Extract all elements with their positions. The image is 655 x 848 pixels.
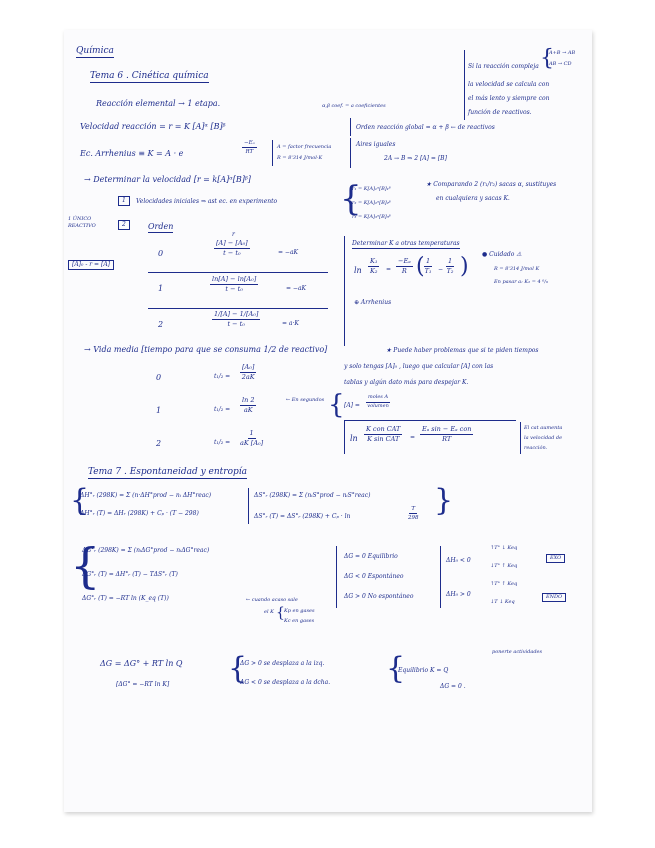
arrhenius-exponent: $\frac{\text{−Eₐ}}{RT}$	[244, 140, 255, 156]
order-1: 1	[158, 284, 164, 293]
dg-rt-lnq: ΔG = ΔG° + RT ln Q	[100, 659, 183, 668]
order-0-rhs: = −aK	[278, 249, 299, 256]
endo-label: ENDO	[542, 593, 566, 602]
step-number-2: 2	[118, 220, 130, 230]
orden-row-divider-2	[148, 308, 328, 309]
orden-global: Orden reacción global = α + β ← de reactivos	[356, 124, 495, 131]
endo-bottom: ↓T ↓ Keq	[490, 599, 515, 605]
orden-header: Orden	[148, 222, 174, 231]
vm-1-lhs: t₁/₂ =	[214, 406, 231, 413]
order-1-rhs: = −aK	[286, 285, 307, 292]
paren-close: )	[460, 254, 469, 279]
side-note-line3: el más lento y siempre con	[468, 95, 550, 102]
vm-0-fraction: $\frac{\text{[A₀]}}{2aK}$	[241, 363, 255, 382]
vm-order-1: 1	[156, 406, 162, 415]
paren-open: (	[416, 254, 425, 279]
actividades-note: ponerte actividades	[492, 649, 543, 655]
dh-298: ΔH°ᵣ (298K) = Σ (n·ΔH°prod − nᵢ ΔH°reac)	[80, 492, 212, 499]
aires-rule	[350, 138, 351, 168]
vm-order-0: 0	[156, 373, 162, 382]
coef-note: α,β coef. = a coeficientes	[322, 103, 386, 109]
determinar-velocidad: → Determinar la velocidad [r = k[A]ᵅ[B]ᵝ]	[84, 175, 251, 184]
aires-iguales: Aires iguales	[356, 141, 396, 148]
dg-negative: ΔG < 0 Espontáneo	[344, 573, 404, 580]
unico-reactivo-label: 1 ÚNICO REACTIVO	[68, 216, 96, 229]
cuando-k: el K	[264, 609, 274, 615]
cuidado-conversion: En pasar a: K₂ = 4 ⁰/₉	[494, 279, 548, 285]
dg-298: ΔG°ᵣ (298K) = Σ (nᵢΔG°prod − nᵢΔG°reac)	[82, 547, 210, 554]
rate-3: r₃ = K[A]₃ᵅ[B]₃ᵝ	[352, 214, 391, 220]
arrhenius-note-a: A = factor frecuencia	[277, 144, 332, 150]
cat-note-1: El cat aumenta	[524, 425, 563, 431]
rate-2: r₂ = K[A]₂ᵅ[B]₂ᵝ	[352, 200, 391, 206]
entropy-brace-close: }	[434, 483, 454, 518]
inv-t1: $\frac{1}{\text{T₁}}$	[424, 257, 432, 276]
vm-1-fraction: $\frac{\ln 2}{aK}$	[242, 396, 255, 415]
order-2-fraction: $\frac{\text{1/[A] − 1/[A₀]}}{\text{t − t₀}}$	[214, 310, 259, 329]
dh-positive: ΔH₀ > 0	[446, 591, 471, 598]
velocidad-reaccion: Velocidad reacción = r = K [A]ᵅ [B]ᵝ	[80, 122, 226, 131]
cat-energy-fraction: Eₐ sin − Eₐ con RT	[422, 425, 472, 444]
vm-order-2: 2	[156, 439, 162, 448]
a-box-fraction: moles A volumen	[367, 394, 389, 409]
dg-t: ΔG°ᵣ (T) = ΔH°ᵣ (T) − TΔS°ᵣ (T)	[82, 571, 178, 578]
dg0-rtlnk-box: [ΔG° = −RT ln K]	[116, 681, 170, 688]
cat-ln-label: ln	[350, 434, 358, 443]
dg-positive: ΔG > 0 No espontáneo	[344, 593, 414, 600]
shift-brace: {	[228, 651, 248, 686]
cuidado-warning: ● Cuidado ⚠	[482, 251, 522, 258]
a-box-lhs: [A] =	[344, 402, 360, 409]
side-note-line4: función de reactivos.	[468, 109, 532, 116]
rates-brace: {	[340, 179, 362, 219]
gibbs-brace: {	[70, 538, 101, 594]
arrhenius-note-r: R = 8'314 J/mol·K	[277, 155, 323, 161]
kp-kc-brace: {	[276, 605, 285, 621]
comparando-note-2: en cualquiera y sacas K.	[436, 195, 510, 202]
side-note-reaction1: A+B → AB	[549, 50, 576, 56]
equilibrium-dg-zero: ΔG = 0 .	[440, 683, 466, 690]
endo-top: ↑T° ↑ Keq	[490, 581, 518, 587]
cat-note-2: la velocidad de	[524, 435, 563, 441]
order-0: 0	[158, 249, 164, 258]
orden-row-divider-1	[148, 272, 328, 273]
dh-negative: ΔH₀ < 0	[446, 557, 471, 564]
reaccion-elemental: Reacción elemental → 1 etapa.	[96, 99, 221, 108]
integrated-law: [A]₀ - r = [A]	[68, 260, 114, 270]
vm-0-lhs: t₁/₂ =	[214, 373, 231, 380]
side-note-line2: la velocidad se calcula con	[468, 81, 550, 88]
exo-bottom: ↓T° ↑ Keq	[490, 563, 518, 569]
a-box-brace: {	[328, 390, 345, 420]
arrhenius-rule	[272, 140, 273, 166]
aires-equation: 2A → B ⇒ 2 [A] = [B]	[384, 155, 447, 162]
tema6-title: Tema 6 . Cinética química	[90, 71, 209, 81]
ds-t-lhs: ΔS°ᵣ (T) = ΔS°ᵣ (298K) + Cₚ · ln	[254, 513, 351, 520]
spontaneity-rule	[336, 546, 337, 608]
equals-sign-1: =	[386, 266, 392, 273]
cat-ratio: K con CAT K sin CAT	[366, 425, 401, 444]
side-note-line1: Si la reacción compleja	[468, 63, 539, 70]
determinar-k-title: Determinar K a otras temperaturas	[352, 240, 460, 247]
dh-t: ΔH°ᵣ (T) = ΔHᵣ (298K) + Cₚ · (T − 298)	[80, 510, 199, 517]
vida-media-title: → Vida media [tiempo para que se consuma 1/2 de reactivo]	[84, 345, 328, 354]
minus-sign: −	[438, 266, 444, 273]
velocidades-iniciales: Velocidades iniciales ⇒ ast ec. en experimento	[136, 198, 278, 205]
step-number-1: 1	[118, 196, 130, 206]
vm-2-lhs: t₁/₂ =	[214, 439, 231, 446]
cat-box-top	[344, 420, 516, 421]
kp-gases: Kp en gases	[284, 608, 315, 614]
kc-gases: Kc en gases	[284, 618, 315, 624]
order-2: 2	[158, 320, 164, 329]
arrhenius-reference: ⊕ Arrhenius	[354, 299, 392, 306]
problemas-note-3: tablas y algún dato más para despejar K.	[344, 379, 469, 386]
exo-label: EXO	[546, 554, 565, 563]
order-1-fraction: $\frac{\text{ln[A] − ln[A₀]}}{\text{t − t₀}}$	[212, 275, 257, 294]
dg-zero: ΔG = 0 Equilibrio	[344, 553, 398, 560]
ln-label: ln	[354, 266, 362, 275]
rate-r-label: r	[232, 231, 235, 238]
equilibrium-brace: {	[386, 651, 406, 686]
rate-1: r₁ = K[A]₁ᵅ[B]₁ᵝ	[352, 186, 391, 192]
inv-t2: $\frac{1}{\text{T₂}}$	[446, 257, 454, 276]
cuidado-r-value: R = 8'314 J/mol K	[494, 266, 540, 272]
ds-t-fraction: $\frac{T}{298}$	[408, 506, 419, 522]
order-2-rhs: = a·K	[282, 320, 299, 327]
dg-positive-shift: ΔG > 0 se desplaza a la izq.	[240, 660, 325, 667]
side-note-reaction2: AB → CD	[549, 61, 572, 67]
problemas-note-1: ★ Puede haber problemas que si te piden tiempos	[386, 347, 539, 354]
le-chatelier-rule	[440, 546, 441, 608]
ea-over-r: $\frac{\text{−Eₐ}}{R}$	[398, 257, 411, 276]
equilibrium-k-q: Equilibrio K = Q	[398, 667, 449, 674]
problemas-note-2: y solo tengas [A]₀ , luego que calcular [A] con las	[344, 363, 494, 370]
subject-title: Química	[76, 46, 114, 56]
comparando-note: ★ Comparando 2 (r₁/r₂) sacas α, sustituyes	[426, 181, 557, 188]
cuando-reaccion: ← cuando acaso sale	[246, 597, 298, 603]
side-note-brace: {	[540, 46, 554, 71]
exo-top: ↑T° ↓ Keq	[490, 545, 518, 551]
tema7-title: Tema 7 . Espontaneidad y entropía	[88, 467, 248, 477]
cat-note-3: reacción.	[524, 445, 548, 451]
dg-k: ΔG°ᵣ (T) = −RT ln (K_eq (T))	[82, 595, 169, 602]
k-ratio: $\frac{\text{K₁}}{\text{K₂}}$	[370, 257, 378, 276]
dg-negative-shift: ΔG < 0 se desplaza a la dcha.	[240, 679, 331, 686]
notebook-page	[64, 30, 592, 812]
ds-298: ΔS°ᵣ (298K) = Σ (nᵢS°prod − nᵢS°reac)	[254, 492, 371, 499]
entropy-rule	[248, 488, 249, 524]
enthalpy-brace: {	[70, 483, 90, 518]
orden-rule	[350, 118, 351, 136]
k-temp-rule	[344, 236, 345, 346]
side-note-rule	[464, 50, 465, 120]
cat-box-left	[344, 420, 345, 454]
order-0-fraction: $\frac{\text{[A] − [A₀]}}{\text{t − t₀}}$	[216, 239, 248, 258]
en-segundos-note: ← En segundos	[286, 397, 325, 403]
vm-2-fraction: $\frac{1}{\text{aK [A₀]}}$	[240, 429, 264, 448]
cat-note-rule	[520, 422, 521, 454]
equals-sign-2: =	[410, 434, 416, 441]
arrhenius-eq: Ec. Arrhenius ≡ K = A · e	[80, 149, 184, 158]
